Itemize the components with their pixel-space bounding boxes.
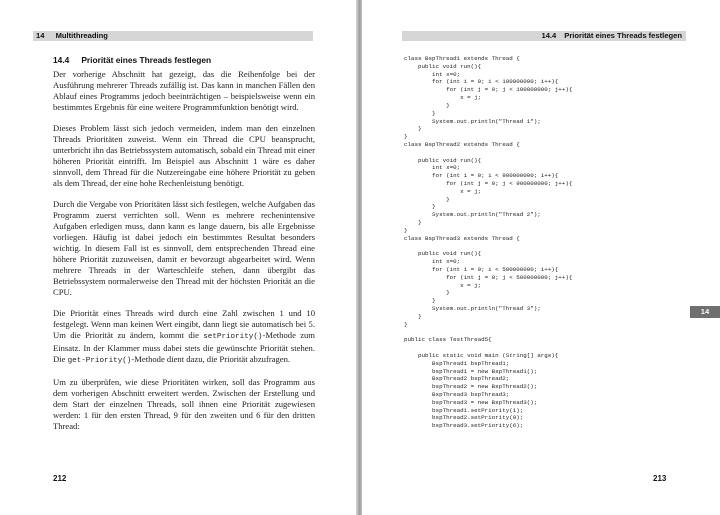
code-line: }: [404, 109, 436, 117]
paragraph-text: -Methode zum Einsatz. In der Klammer muss dabei stets die gewünschte Priorität stehen. Die: [53, 329, 315, 364]
left-page: [0, 0, 358, 515]
code-line: bspThread1 = new BspThread1();: [404, 367, 538, 375]
code-line: }: [404, 226, 408, 234]
code-line: x = j;: [404, 94, 482, 102]
code-line: class BspThread1 extends Thread {: [404, 55, 520, 62]
code-line: }: [404, 195, 450, 203]
code-line: class BspThread3 extends Thread {: [404, 234, 520, 242]
paragraph: Dieses Problem lässt sich jedoch vermeiden, indem man den einzelnen Threads Prioritäten zuweist. Wenn ein Thread die CPU beansprucht, unterbricht ihn das Betriebssystem automatisch, sobald ein Thread mit einer höheren Priorität eintrifft. Im Beispiel aus Abschnitt 1 wäre es daher sinnvoll, dem Thread für die Nutzereingabe eine höhere Priorität zu geben als dem Thread, der eine hohe Rechenleistung benötigt.: [53, 123, 315, 188]
paragraph: Um zu überprüfen, wie diese Prioritäten wirken, soll das Programm aus dem vorherigen Abschnitt erweitert werden. Zwischen der Erstellung und dem Start der einzelnen Threads, soll ihnen eine Priorität zugewiesen werden: 1 für den ersten Thread, 9 für den zweiten und 6 für den dritten Thread:: [53, 377, 315, 431]
paragraph-text: Die Priorität eines Threads wird durch eine Zahl zwischen 1 und 10 festgelegt. Wenn man keinen Wert eingibt, dann liegt sie automatisch bei 5. Um die Priorität zu ändern, kommt die: [53, 308, 315, 340]
code-line: for (int i = 0; i < 500000000; i++){: [404, 265, 559, 273]
code-line: for (int i = 0; i < 900000000; i++){: [404, 172, 559, 180]
code-line: public void run(){: [404, 250, 482, 258]
right-page: [362, 0, 720, 515]
running-header-left: [33, 31, 313, 41]
section-heading: [53, 55, 211, 65]
code-line: BspThread2 bspThread2;: [404, 375, 510, 383]
section-title: Priorität eines Threads festlegen: [81, 55, 212, 65]
code-line: bspThread3.setPriority(6);: [404, 422, 524, 430]
code-line: [404, 149, 704, 157]
paragraph-text: -Methode dient dazu, die Priorität abzufragen.: [131, 353, 291, 364]
code-line: x = j;: [404, 281, 482, 289]
code-line: BspThread3 bspThread3;: [404, 390, 510, 398]
chapter-number: 14: [36, 31, 45, 40]
chapter-title: Multithreading: [55, 31, 108, 40]
code-line: for (int j = 0; j < 500000000; j++){: [404, 273, 573, 281]
code-line: public class TestThread5{: [404, 336, 492, 344]
code-line: bspThread3 = new BspThread3();: [404, 398, 538, 406]
code-line: public static void main (String[] args){: [404, 351, 559, 359]
code-line: bspThread2 = new BspThread2();: [404, 383, 538, 391]
code-line: }: [404, 297, 436, 305]
running-header-right: [402, 31, 686, 41]
page-number-right: 213: [653, 474, 667, 483]
code-line: for (int j = 0; j < 100000000; j++){: [404, 86, 573, 94]
section-number: 14.4: [53, 55, 70, 65]
header-section-number: 14.4: [541, 31, 557, 40]
code-line: int x=0;: [404, 258, 461, 266]
code-line: System.out.println("Thread 1");: [404, 117, 541, 125]
code-line: bspThread2.setPriority(9);: [404, 414, 524, 422]
code-line: for (int i = 0; i < 100000000; i++){: [404, 78, 559, 86]
header-section-title: Priorität eines Threads festlegen: [564, 31, 682, 40]
code-line: class BspThread2 extends Thread {: [404, 140, 520, 148]
inline-code: get-Priority(): [67, 356, 132, 365]
chapter-thumb-tab: 14: [690, 306, 720, 318]
paragraph: Der vorherige Abschnitt hat gezeigt, das die Reihenfolge bei der Ausführung mehrerer Threads zufällig ist. Das kann in manchen Fällen den Ablauf eines Programms jedoch beeinträchtigen – beispielsweise wenn ein bestimmtes Ergebnis für eine weitere Programmfunktion benötigt wird.: [53, 69, 315, 112]
code-line: }: [404, 133, 408, 141]
code-line: }: [404, 125, 422, 133]
code-listing: [404, 55, 704, 430]
code-line: x = j;: [404, 187, 482, 195]
code-line: [404, 243, 704, 251]
code-line: }: [404, 101, 450, 109]
code-line: public void run(){: [404, 62, 482, 70]
inline-code: setPriority(): [203, 332, 263, 341]
code-line: }: [404, 320, 408, 328]
code-line: int x=0;: [404, 70, 461, 78]
code-line: System.out.println("Thread 2");: [404, 211, 541, 219]
code-line: bspThread1.setPriority(1);: [404, 406, 524, 414]
code-line: }: [404, 289, 450, 297]
code-line: }: [404, 203, 436, 211]
code-line: }: [404, 219, 422, 227]
code-line: public void run(){: [404, 156, 482, 164]
paragraph: [53, 308, 315, 367]
code-line: BspThread1 bspThread1;: [404, 359, 510, 367]
body-text: [53, 69, 315, 442]
paragraph: Durch die Vergabe von Prioritäten lässt sich festlegen, welche Aufgaben das Programm zuerst verrichten soll. Wenn es mehrere rechenintensive Aufgaben erledigen muss, dann kann es lange dauern, bis alle Ergebnisse vorliegen. Häufig ist dabei jedoch ein bestimmtes Resultat besonders wichtig. In diesem Fall ist es sinnvoll, dem entsprechenden Thread eine höhere Priorität zuzuweisen, damit er bevorzugt abgearbeitet wird. Wenn mehrere Threads in der Warteschleife stehen, dann übergibt das Betriebssystem normalerweise den Thread mit der höchsten Priorität an die CPU.: [53, 199, 315, 297]
code-line: for (int j = 0; j < 900000000; j++){: [404, 180, 573, 187]
page-number-left: 212: [53, 474, 67, 483]
code-line: int x=0;: [404, 164, 461, 172]
code-line: }: [404, 312, 422, 320]
code-line: System.out.println("Thread 3");: [404, 305, 541, 312]
code-line: [404, 328, 704, 336]
code-line: [404, 344, 704, 352]
